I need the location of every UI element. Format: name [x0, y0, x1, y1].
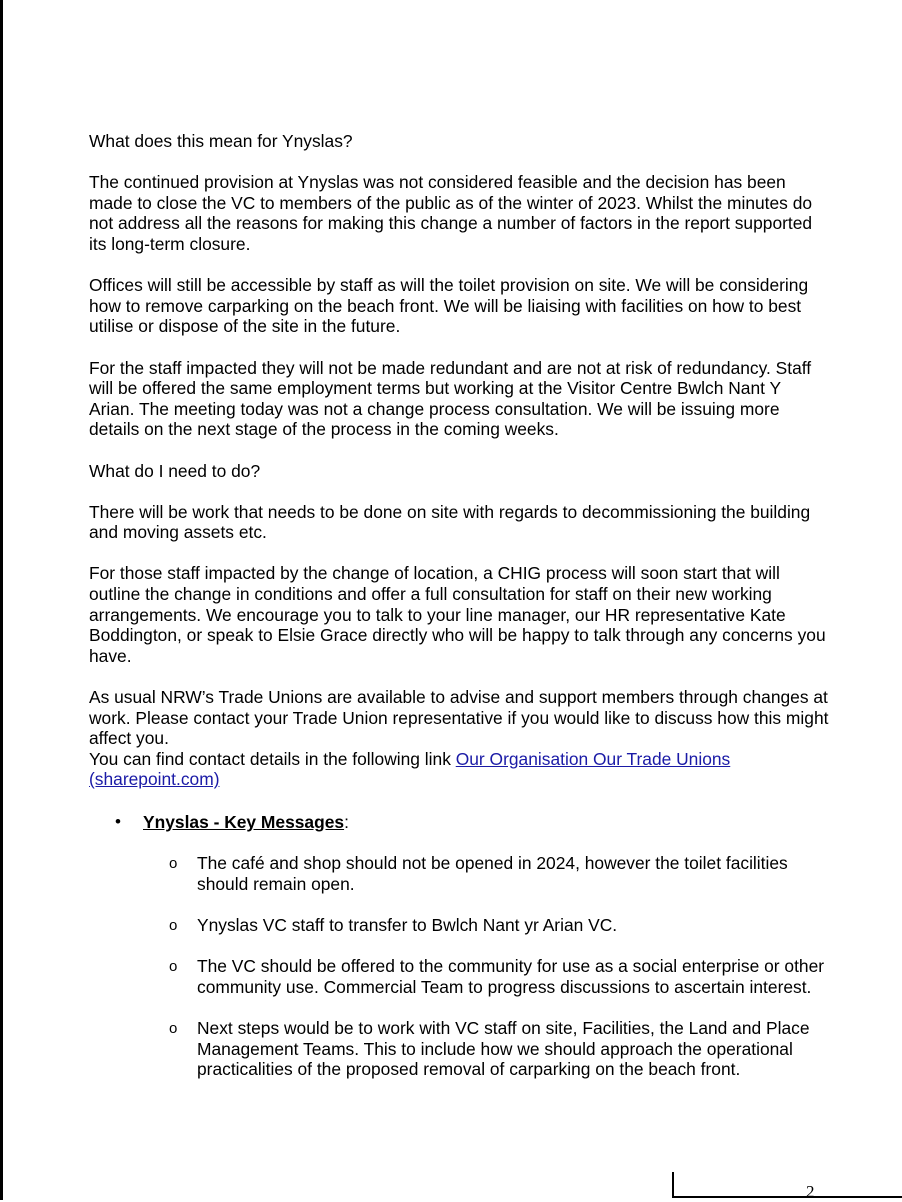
key-messages-section — [89, 812, 829, 1100]
key-messages-title: Ynyslas - Key Messages — [143, 812, 345, 832]
key-messages-colon: : — [344, 812, 349, 832]
section-heading-what-to-do: What do I need to do? — [89, 460, 261, 481]
paragraph-staff-impact: For the staff impacted they will not be made redundant and are not at risk of redundancy. Staff will be offered the same employment terms but working at the Visitor Centre Bwlch Nant Y Arian. The meeting today was not a change process consultation. We will be issuing more details on the next stage of the process in the coming weeks. — [89, 357, 812, 440]
trade-unions-link[interactable]: Our Organisation Our Trade Unions (sharepoint.com) — [89, 748, 731, 790]
list-item-text: Ynyslas VC staff to transfer to Bwlch Nant yr Arian VC. — [197, 914, 618, 935]
section-heading-ynyslas: What does this mean for Ynyslas? — [89, 131, 353, 151]
paragraph-offices-access: Offices will still be accessible by staff as will the toilet provision on site. We will be considering how to remove carparking on the beach front. We will be liaising with facilities on how to best utilise or dispose of the site in the future. — [89, 275, 809, 337]
circle-bullet-icon: o — [169, 958, 178, 976]
contact-details-prefix: You can find contact details in the following link — [89, 748, 456, 769]
list-item — [89, 1018, 829, 1080]
paragraph-chig-process: For those staff impacted by the change of location, a CHIG process will soon start that will outline the change in conditions and offer a full consultation for staff on their new working arrangements. We encourage you to talk to your line manager, our HR representative Kate Boddington, or speak to Elsie Grace directly who will be happy to talk through any concerns you have. — [89, 563, 826, 666]
trade-unions-text: As usual NRW’s Trade Unions are available to advise and support members through changes at work. Please contact your Trade Union representative if you would like to discuss how this might affect you. — [89, 687, 829, 749]
circle-bullet-icon: o — [169, 916, 178, 934]
list-item — [89, 853, 829, 894]
bullet-icon: • — [115, 812, 121, 831]
page-corner-horizontal-rule — [672, 1196, 902, 1198]
list-item — [89, 915, 829, 936]
list-item-text: The VC should be offered to the community for use as a social enterprise or other community use. Commercial Team to progress discussions to ascertain interest. — [197, 956, 825, 997]
list-item — [89, 956, 829, 997]
page-left-edge — [0, 0, 3, 1200]
paragraph-site-work: There will be work that needs to be done on site with regards to decommissioning the building and moving assets etc. — [89, 501, 811, 543]
list-item-text: The café and shop should not be opened in 2024, however the toilet facilities should remain open. — [197, 853, 788, 894]
circle-bullet-icon: o — [169, 855, 178, 873]
paragraph-closure-decision: The continued provision at Ynyslas was not considered feasible and the decision has been made to close the VC to members of the public as of the winter of 2023. Whilst the minutes do not address all the reasons for making this change a number of factors in the report supported its long-term closure. — [89, 172, 813, 254]
paragraph-trade-unions — [89, 687, 829, 790]
key-messages-list — [89, 853, 829, 1080]
key-messages-bullet — [89, 812, 829, 833]
page-corner-vertical-rule — [672, 1172, 674, 1198]
circle-bullet-icon: o — [169, 1019, 178, 1037]
document-body — [89, 131, 829, 790]
page-number: 2 — [806, 1182, 815, 1201]
list-item-text: Next steps would be to work with VC staff on site, Facilities, the Land and Place Management Teams. This to include how we should approach the operational practicalities of the proposed removal of carparking on the beach front. — [197, 1017, 810, 1080]
